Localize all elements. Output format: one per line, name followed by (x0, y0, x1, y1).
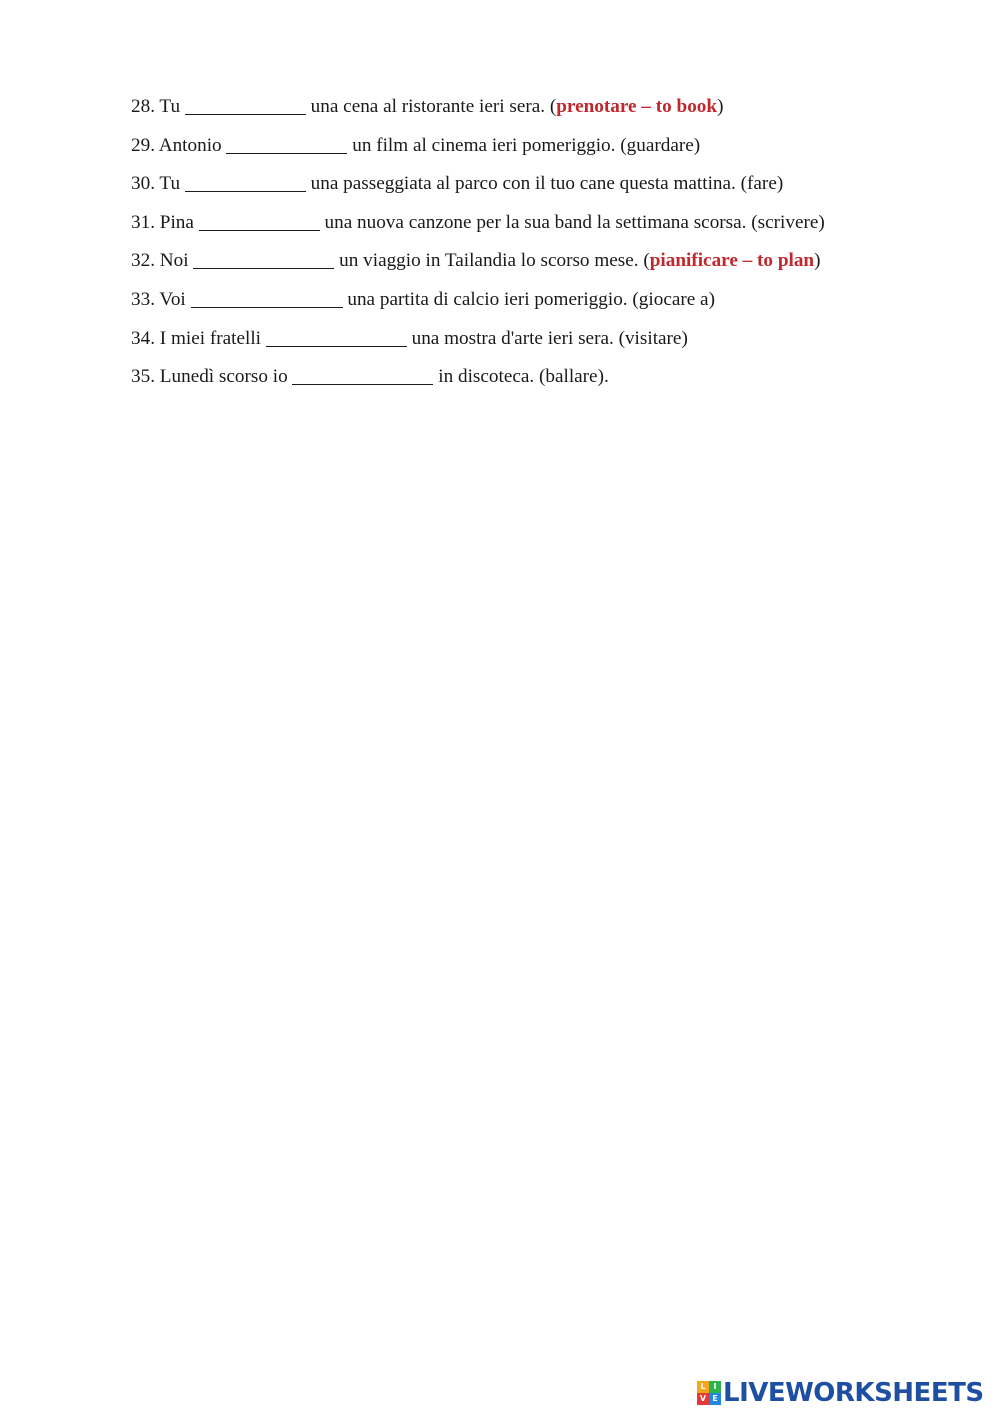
verb-hint: (guardare) (620, 134, 701, 156)
mark-cell: I (709, 1381, 721, 1393)
exercise-suffix: un viaggio in Tailandia lo scorso mese. (334, 250, 644, 272)
answer-blank-30[interactable] (185, 169, 306, 189)
exercise-33 (131, 285, 931, 324)
exercise-prefix: 33. Voi (131, 288, 191, 310)
liveworksheets-logo (697, 1378, 984, 1408)
liveworksheets-mark-icon (697, 1381, 721, 1405)
exercise-prefix: 31. Pina (131, 211, 199, 233)
answer-blank-29[interactable] (226, 131, 347, 151)
exercise-suffix: una partita di calcio ieri pomeriggio. (342, 288, 633, 310)
answer-blank-28[interactable] (185, 92, 306, 112)
verb-hint-translation: prenotare – to book (556, 96, 718, 117)
exercise-31 (131, 208, 931, 247)
exercise-29 (131, 131, 931, 170)
exercise-prefix: 34. I miei fratelli (131, 327, 266, 349)
exercise-35 (131, 362, 931, 401)
exercise-suffix: una mostra d'arte ieri sera. (406, 327, 619, 349)
exercise-suffix: un film al cinema ieri pomeriggio. (347, 134, 621, 156)
mark-cell: E (709, 1393, 721, 1405)
exercise-suffix: una passeggiata al parco con il tuo cane questa mattina. (305, 173, 741, 195)
exercise-prefix: 28. Tu (131, 96, 185, 117)
exercise-prefix: 29. Antonio (131, 134, 227, 156)
answer-blank-35[interactable] (292, 362, 433, 382)
logo-text: LIVEWORKSHEETS (723, 1378, 984, 1408)
exercise-28: 28. Tu una cena al ristorante ieri sera. (prenotare – to book) (131, 92, 931, 131)
answer-blank-34[interactable] (266, 324, 407, 344)
exercise-list (131, 92, 931, 401)
verb-hint: (ballare). (538, 366, 609, 388)
exercise-prefix: 30. Tu (131, 173, 185, 195)
exercise-prefix: 32. Noi (131, 250, 194, 272)
verb-hint: (giocare a) (632, 288, 715, 310)
exercise-32: 32. Noi un viaggio in Tailandia lo scorso mese. (pianificare – to plan) (131, 246, 931, 285)
exercise-suffix: una nuova canzone per la sua band la settimana scorsa. (319, 211, 752, 233)
answer-blank-33[interactable] (191, 285, 343, 305)
answer-blank-32[interactable] (193, 246, 334, 266)
exercise-34 (131, 324, 931, 363)
answer-blank-31[interactable] (199, 208, 320, 228)
verb-hint-translation: pianificare – to plan (649, 250, 815, 272)
exercise-suffix: una cena al ristorante ieri sera. (305, 96, 550, 117)
exercise-suffix: in discoteca. (433, 366, 539, 388)
verb-hint: (scrivere) (751, 211, 825, 233)
exercise-30 (131, 169, 931, 208)
verb-hint: (visitare) (618, 327, 688, 349)
mark-cell: V (697, 1393, 709, 1405)
verb-hint: (fare) (740, 173, 784, 195)
mark-cell: L (697, 1381, 709, 1393)
exercise-prefix: 35. Lunedì scorso io (131, 366, 293, 388)
